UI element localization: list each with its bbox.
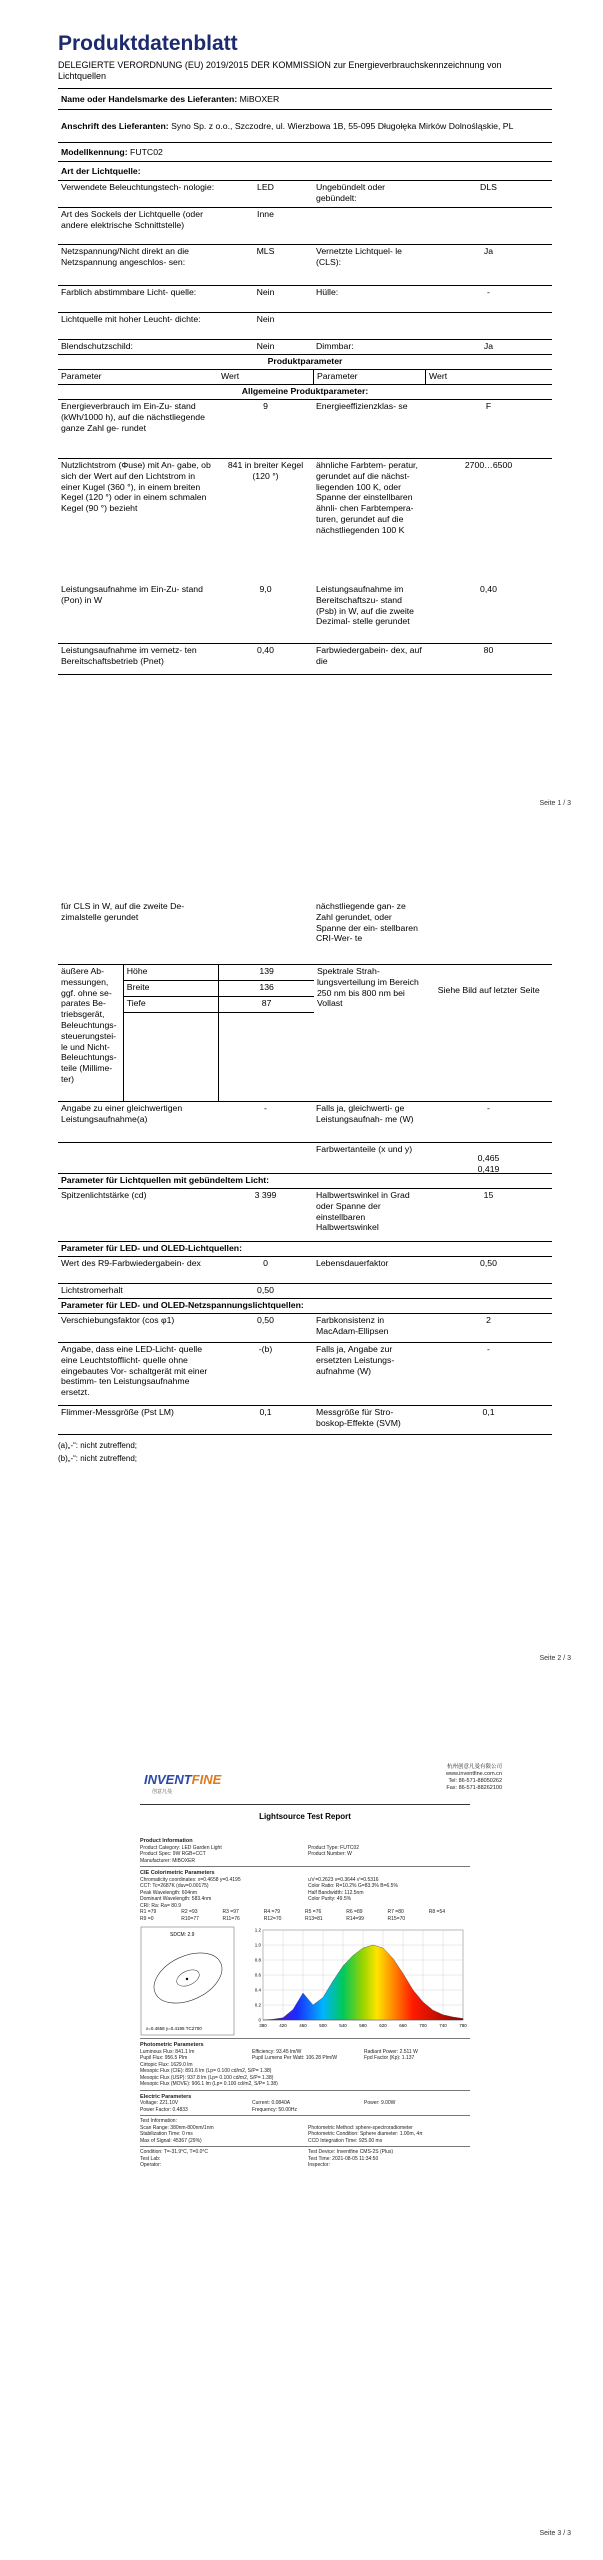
dimension-width-value: 136 [219,981,314,997]
param-value-2: 80 [483,645,494,655]
param-label-2: Energieeffizienzklas- se [316,401,408,411]
type-param-label: Farblich abstimmbare Licht- quelle: [61,287,197,297]
colour-consistency-label: Farbkonsistenz in MacAdam-Ellipsen [316,1315,389,1336]
r9-value: 0 [263,1258,268,1268]
spectrum-y-tick-label: 1.2 [254,1927,261,1933]
type-param-value: Nein [256,287,275,297]
mains-title: Parameter für LED- und OLED-Netzspannungslichtquellen: [61,1300,304,1310]
param-label-2: nächstliegende gan- ze Zahl gerundet, oder Spanne der ein- stellbaren CRI-Wer- te [316,901,418,944]
param-value: 9 [263,401,268,411]
company-tel: Tel: 86-571-88050262 [448,1778,502,1784]
type-param-value: Inne [257,209,274,219]
param-row [58,583,552,644]
type-param-label-2: Ungebündelt oder gebündelt: [316,182,386,203]
cie-title: CIE Colorimetric Parameters [140,1870,215,1876]
type-param-value-2: Ja [483,341,494,351]
type-param-label: Blendschutzschild: [61,341,133,351]
dimension-depth-value: 87 [219,997,314,1013]
address-label: Anschrift des Lieferanten: [61,120,169,131]
type-row [58,286,552,313]
chromaticity-empty-value [218,1143,313,1173]
type-row [58,245,552,286]
beam-angle-value: 15 [483,1190,494,1200]
spectrum-y-ticks [255,1928,262,2023]
general-params-header [58,385,552,400]
address-value: Syno Sp. z o.o., Szczodre, ul. Wierzbowa 1B, 55-095 Długołęka Mirków Dolnośląskie, PL [171,120,514,131]
electric-title: Electric Parameters [140,2093,192,2100]
spectrum-x-tick-label: 500 [319,2023,327,2028]
param-label: Leistungsaufnahme im vernetz- ten Bereitschaftsbetrieb (Pnet) [61,645,197,666]
type-param-label-2: Hülle: [316,287,339,297]
param-value [218,900,313,964]
param-label: Energieverbrauch im Ein-Zu- stand (kWh/1000 h), auf die nächstliegende ganze Zahl ge- rundet [61,401,205,433]
company-name: 杭州创意凡曼有限公司 [446,1764,502,1770]
spectral-value: Siehe Bild auf letzter Seite [437,985,540,995]
spectrum-x-tick-label: 660 [399,2023,407,2028]
type-param-label: Verwendete Beleuchtungstech- nologie: [61,182,215,192]
electric-params: Voltage: 221.10V Current: 0.0840A Power: 9.00W Power Factor: 0.4833 Frequency: 50.00Hz [140,2100,396,2113]
param-row [58,644,552,675]
param-value-2: 2700…6500 [464,460,513,470]
chromaticity-row [58,1143,552,1174]
dimension-labels [123,965,220,1101]
page-3 [0,1700,603,2560]
chromaticity-label: Farbwertanteile (x und y) [316,1144,413,1154]
param-label-2: Farbwiedergabein- dex, auf die [316,645,422,666]
spectrum-x-tick-label: 580 [359,2023,367,2028]
type-row [58,313,552,340]
type-param-value-2 [425,208,552,244]
replacement-label-2: Falls ja, Angabe zur ersetzten Leistungs- aufnahme (W) [316,1344,395,1376]
param-value: 841 in breiter Kegel (120 °) [227,460,304,481]
test-report: Product Information Product Category: LED Garden Light Product Type: FUTC02 Product Spec: 9W RGB+CCT Product Number: W Manufacturer: MiBOXER CIE Colorimetric Parameters Chromaticity coordinates: x=0.4658 y=0.4195 u'v'=0.2623 v=0.3644 v'=0.5316 CCT: Tc=2687K (duv=0.00175) Color Ratio: R=10.2% G=83.3% B=6.5% Peak Wavelength: 604nm Half Bandwidth: 112.5nm Dominant Wavelength: 583.4nm Color Purity: 49.5% CRI: Ra: Ra= 80.9 R1 =79 R2 =93 R3 =97 R4 =79 R5 =76 R6 =89 R7 =80 R8 =54 R9 =0 R10=77 R11=76 R12=70 R13=81 R14=99 R15=70 SDCM: 2.9 x=0.4658 y=0.4195 TC2700 380 420 460 500 540 580 620 660 700 740 780 0 0.2 0.4 0.6 0.8 1.0 1.2 Photometric Parameters Luminous Flux: 841.1 lm Efficiency: 93.45 lm/W Radiant Power: 2.511 W Pupil Flux: 956.5 Plm Pupil Lumens Per Watt: 106.28 Plm/W Fpd Factor (Kp): 1.137 Cirtopic Flux: 1629.0 lm Mesopic Flux (CIE): 891.6 lm (Lp= 0.100 cd/m2, S/P= 1.38) Mesopic Flux (USP): 937.8 lm (Lp= 0.100 cd/m2, S/P= 1.38) Mesopic Flux (MOVE): 906.1 lm (Lp= 0.100 cd/m2, S/P= 1.38) Electric Parameters Voltage: 221.10V Current: 0.0840A Power: 9.00W Power Factor: 0.4833 Frequency: 50.00Hz Test Information: Scan Range: 380nm-800nm/1nm Photometric Method: sphere-spectroradiometer Stabilization Time: 0 ms Photometric Condition: Sphere diameter: 1.00m, 4π Max of Signal: 45367 (29%) CCD Integration Time: 925.00 ms Condition: T=-31.9°C, T=0.0°C Test Device: Inventfine CMS-2S (Plus) Test Lab: Test Time: 2021-08-05 11:34:50 Operator: Inspector: [140,1835,470,2169]
type-param-label-2: Dimmbar: [316,341,354,351]
spectrum-y-tick-label: 0.6 [254,1972,261,1978]
param-value: 0,40 [257,645,274,655]
sdcm-caption: x=0.4658 y=0.4195 TC2700 [146,2026,202,2031]
chromaticity-values [425,1143,552,1173]
type-param-value: Nein [256,341,275,351]
svm-value: 0,1 [482,1407,495,1417]
type-row [58,208,552,245]
spectrum-x-tick-label: 540 [339,2023,347,2028]
flicker-label: Flimmer-Messgröße (Pst LM) [61,1407,174,1417]
spectrum-x-tick-label: 420 [279,2023,287,2028]
colour-consistency-value: 2 [486,1315,491,1325]
dimension-height-value: 139 [219,965,314,981]
report-footer: Condition: T=-31.9°C, T=0.0°C Test Device: Inventfine CMS-2S (Plus) Test Lab: Test Time: 2021-08-05 11:34:50 Operator: Inspector: [140,2149,394,2168]
mains-header [58,1299,552,1314]
product-params-title: Produktparameter [267,356,343,366]
inventfine-logo: INVENTFINE [144,1772,222,1787]
param-label: Nutzlichtstrom (Φuse) mit An- gabe, ob sich der Wert auf den Lichtstrom in einer Kugel (360 °), in einem breiten Kegel (120 °) oder in einem schmalen Kegel (90 °) bezieht [61,460,211,514]
chromaticity-y: 0,419 [477,1163,500,1174]
replacement-value: -(b) [258,1344,273,1354]
param-label: Leistungsaufnahme im Ein-Zu- stand (Pon) in W [61,584,203,605]
column-header-value-2: Wert [425,370,552,384]
spectrum-x-ticks [259,2023,467,2028]
equivalent-power-value: - [264,1103,267,1113]
param-value-2 [425,900,552,964]
peak-intensity-value: 3 399 [254,1190,277,1200]
test-info: Scan Range: 380nm-800nm/1nm Photometric Method: sphere-spectroradiometer Stabilization Time: 0 ms Photometric Condition: Sphere diameter: 1.00m, 4π Max of Signal: 45367 (29%) CCD Integration Time: 925.00 ms [140,2124,423,2144]
column-header-param: Parameter [61,371,102,381]
company-fax: Fax: 86-571-88262100 [446,1785,502,1791]
report-title: Lightsource Test Report [259,1812,351,1821]
supplier-label: Name oder Handelsmarke des Lieferanten: [61,93,238,104]
directional-header [58,1174,552,1189]
page-1 [0,0,603,820]
footnote-a: (a)„-“: nicht zutreffend; [58,1441,137,1450]
test-info-title: Test Information: [140,2118,177,2124]
survival-factor-value: 0,50 [480,1258,497,1268]
spectrum-x-tick-label: 780 [459,2023,467,2028]
replacement-row [58,1343,552,1406]
survival-factor-label: Lebensdauerfaktor [316,1258,389,1268]
light-source-type-row [58,162,552,181]
spectrum-y-tick-label: 0.2 [254,2002,261,2008]
light-source-type-label: Art der Lichtquelle: [61,165,141,176]
replacement-label: Angabe, dass eine LED-Licht- quelle eine Leuchtstofflicht- quelle ohne eingebautes Vor- schaltgerät mit einer bestimm- ten Leistungsaufnahme ersetzt. [61,1344,208,1398]
page-number: Seite 2 / 3 [539,1655,571,1662]
company-website: www.inventfine.com.cn [446,1771,502,1777]
equivalent-power-row [58,1102,552,1143]
r9-row [58,1257,552,1284]
spectral-label: Spektrale Strah- lungsverteilung im Bereich 250 nm bis 800 nm bei Vollast [316,966,419,1009]
spectrum-y-tick-label: 0 [258,2017,261,2023]
type-param-value-2: DLS [480,182,497,192]
replacement-value-2: - [487,1344,490,1354]
spectrum-x-tick-label: 460 [299,2023,307,2028]
led-header [58,1242,552,1257]
dimension-values [219,965,314,1101]
page-2 [0,880,603,1680]
spectrum-y-tick-label: 0.4 [254,1987,261,1993]
type-param-value-2: - [487,287,490,297]
displacement-value: 0,50 [257,1315,274,1325]
spectrum-y-tick-label: 0.8 [254,1957,261,1963]
dimension-height-label: Höhe [124,965,219,981]
photometric-params: Luminous Flux: 841.1 lm Efficiency: 93.45 lm/W Radiant Power: 2.511 W Pupil Flux: 956.5 Plm Pupil Lumens Per Watt: 106.28 Plm/W Fpd Factor (Kp): 1.137 [140,2048,418,2061]
param-value-2: F [485,401,492,411]
equivalent-power-value-2: - [487,1103,490,1113]
equivalent-power-label: Angabe zu einer gleichwertigen Leistungsaufnahme(a) [61,1103,183,1124]
svm-label: Messgröße für Stro- boskop-Effekte (SVM) [316,1407,401,1428]
page-number: Seite 1 / 3 [539,800,571,807]
param-row [58,900,552,965]
param-row [58,459,552,583]
document-title: Produktdatenblatt [58,32,238,55]
type-param-value: LED [257,182,274,192]
dimensions-label: äußere Ab- messungen, ggf. ohne se- parates Be- triebsgerät, Beleuchtungs- steuerungstei- le und Nicht- Beleuchtungs- teile (Millime- ter) [61,966,117,1084]
cie-params: Chromaticity coordinates: x=0.4658 y=0.4195 u'v'=0.2623 v=0.3644 v'=0.5316 CCT: Tc=2687K (duv=0.00175) Color Ratio: R=10.2% G=83.3% B=6.5% Peak Wavelength: 604nm Half Bandwidth: 112.5nm Dominant Wavelength: 583.4nm Color Purity: 49.5% CRI: Ra: Ra= 80.9 [140,1876,398,1909]
peak-intensity-label: Spitzenlichtstärke (cd) [61,1190,147,1200]
dimension-depth-label: Tiefe [124,997,219,1013]
product-info: Product Category: LED Garden Light Product Type: FUTC02 Product Spec: 9W RGB+CCT Product Number: W Manufacturer: MiBOXER [140,1844,360,1864]
type-param-value-2: Ja [483,246,494,256]
column-header-row [58,370,552,385]
type-param-label: Netzspannung/Nicht direkt an die Netzspannung angeschlos- sen: [61,246,189,267]
sdcm-label: SDCM: 2.9 [170,1932,195,1938]
type-param-label-2 [313,208,425,244]
model-value: FUTC02 [130,146,163,157]
param-label: für CLS in W, auf die zweite De- zimalstelle gerundet [61,901,185,922]
company-info [372,1764,502,1792]
footnotes [58,1439,552,1465]
param-value-2: 0,40 [480,584,497,594]
product-params-header [58,355,552,370]
beam-angle-label: Halbwertswinkel in Grad oder Spanne der einstellbaren Halbwertswinkel [316,1190,410,1233]
displacement-label: Verschiebungsfaktor (cos φ1) [61,1315,175,1325]
type-rows [58,181,552,355]
document-subtitle: DELEGIERTE VERORDNUNG (EU) 2019/2015 DER KOMMISSION zur Energieverbrauchskennzeichnung von Lichtquellen [58,60,502,81]
spectrum-x-tick-label: 740 [439,2023,447,2028]
type-param-label: Lichtquelle mit hoher Leucht- dichte: [61,314,201,324]
type-param-value: MLS [256,246,275,256]
graphs-area [140,1926,470,2036]
displacement-row [58,1314,552,1343]
equivalent-power-label-2: Falls ja, gleichwerti- ge Leistungsaufnah- me (W) [316,1103,414,1124]
header-divider [140,1804,470,1805]
lumen-maintenance-row [58,1284,552,1299]
address-row [58,110,552,143]
type-row [58,340,552,355]
flicker-value: 0,1 [259,1407,272,1417]
param-row [58,400,552,459]
model-row [58,143,552,162]
spectrum-x-tick-label: 700 [419,2023,427,2028]
logo-subtitle: 创意凡曼 [152,1789,173,1795]
param-label-2: Leistungsaufnahme im Bereitschaftszu- stand (Psb) in W, auf die zweite Dezimal- stelle gerundet [316,584,415,627]
type-param-label: Art des Sockels der Lichtquelle (oder andere elektrische Schnittstelle) [61,209,203,230]
spectrum-chart [243,1926,468,2036]
dimensions-row [58,965,552,1102]
sdcm-ellipse-graph [140,1926,235,2036]
chromaticity-empty-label [58,1143,218,1173]
column-header-param-2: Parameter [313,370,425,384]
cri-values: R1 =79 R2 =93 R3 =97 R4 =79 R5 =76 R6 =89 R7 =80 R8 =54 R9 =0 R10=77 R11=76 R12=70 R13=81 R14=99 R15=70 [140,1909,446,1922]
spectrum-y-tick-label: 1.0 [254,1942,261,1948]
spectrum-x-tick-label: 620 [379,2023,387,2028]
type-param-value: Nein [256,314,275,324]
page-number: Seite 3 / 3 [539,2530,571,2537]
lumen-maintenance-value: 0,50 [257,1285,274,1295]
model-label: Modellkennung: [61,146,128,157]
column-header-value: Wert [221,371,240,381]
photometric-title: Photometric Parameters [140,2042,204,2048]
footnote-b: (b)„-“: nicht zutreffend; [58,1454,137,1463]
peak-intensity-row [58,1189,552,1242]
spectrum-x-tick-label: 380 [259,2023,267,2028]
type-row [58,181,552,208]
type-param-label-2: Vernetzte Lichtquel- le (CLS): [316,246,402,267]
lumen-maintenance-label: Lichtstromerhalt [61,1285,123,1295]
flicker-row [58,1406,552,1435]
supplier-value: MiBOXER [239,93,280,104]
directional-title: Parameter für Lichtquellen mit gebündeltem Licht: [61,1175,270,1185]
product-info-title: Product Information [140,1838,193,1844]
product-sheet-table-continued [58,900,552,1465]
param-value: 9,0 [259,584,272,594]
product-sheet-table [58,88,552,675]
param-label-2: ähnliche Farbtem- peratur, gerundet auf die nächst- liegenden 100 K, oder Spanne der einstellbaren ähnli- chen Farbtempera- turen, gerundet auf die nächstliegenden 100 K [316,460,418,535]
supplier-row [58,88,552,110]
general-params-title: Allgemeine Produktparameter: [241,386,369,396]
led-title: Parameter für LED- und OLED-Lichtquellen: [61,1243,243,1253]
type-param-label-2 [313,313,425,339]
r9-label: Wert des R9-Farbwiedergabein- dex [61,1258,201,1268]
type-param-value-2 [425,313,552,339]
dimension-width-label: Breite [124,981,219,997]
chromaticity-x: 0,465 [477,1153,500,1163]
